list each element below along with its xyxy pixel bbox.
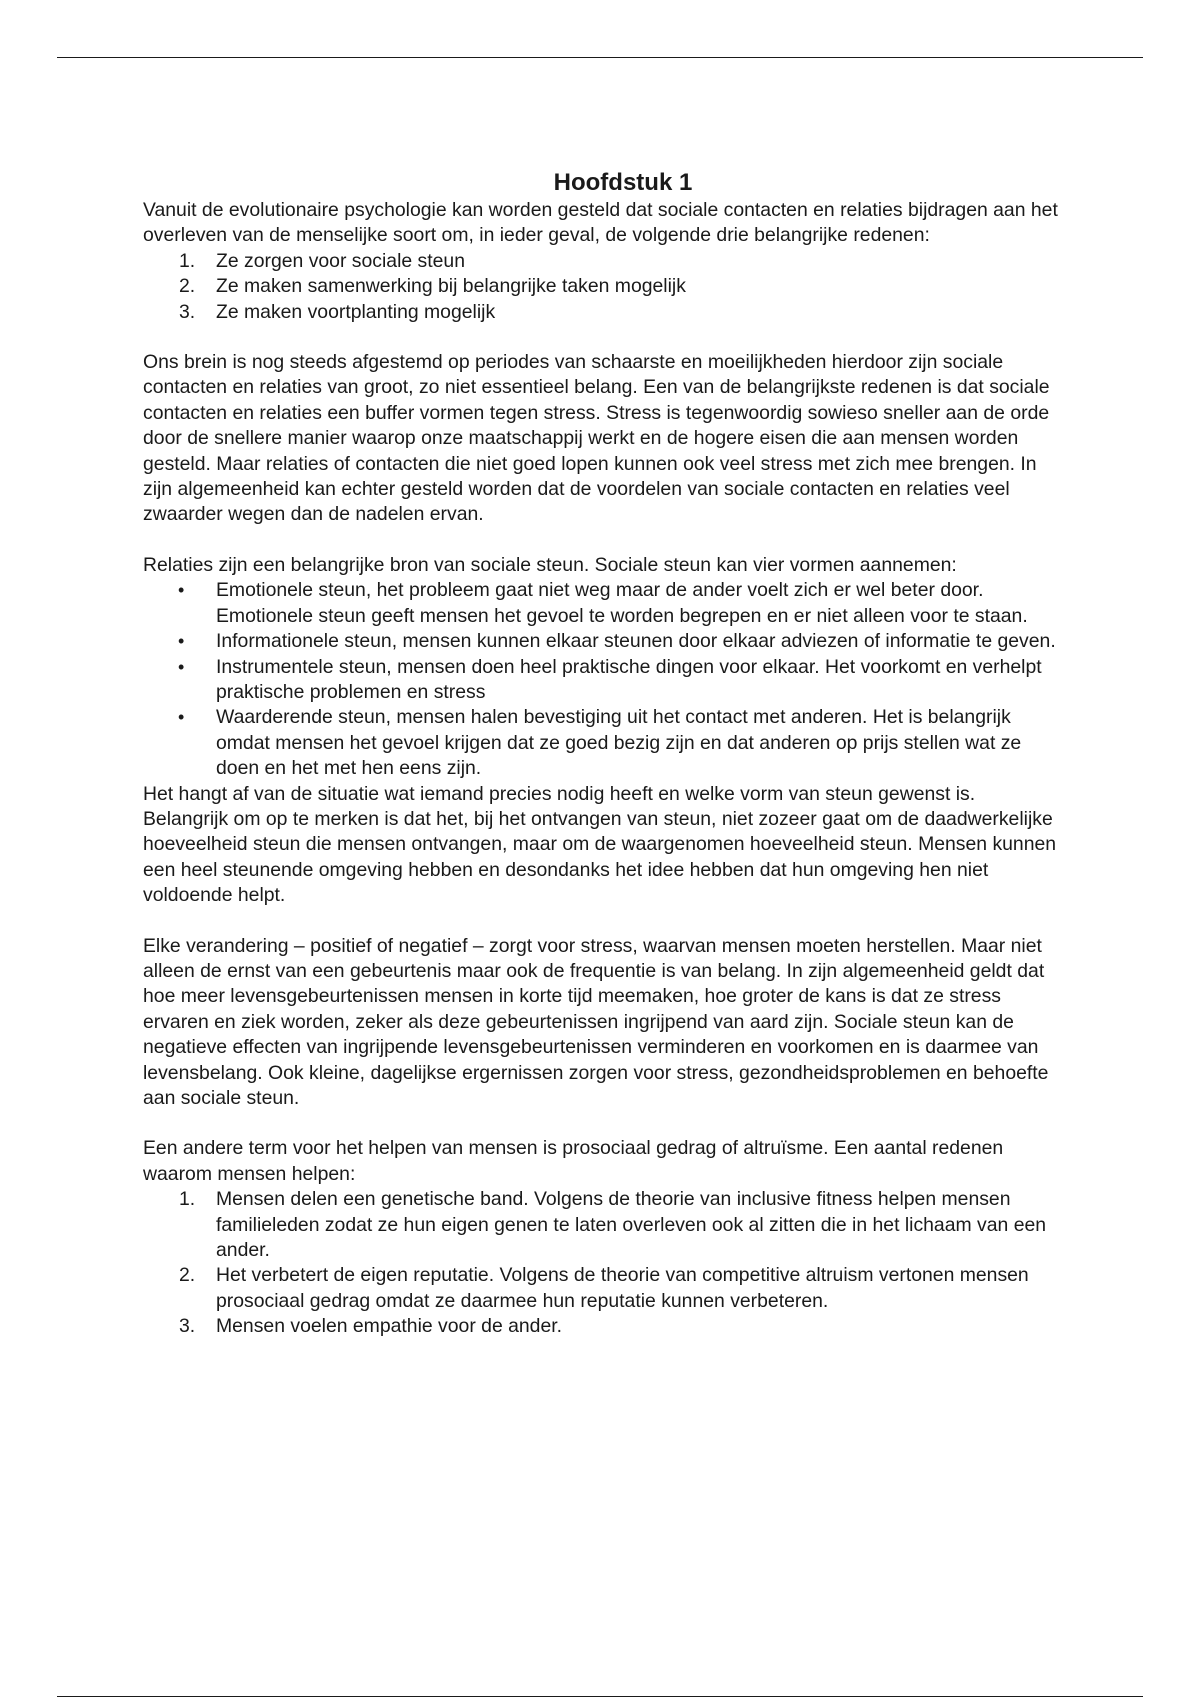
list-item-text: Waarderende steun, mensen halen bevestiging uit het contact met anderen. Het is belangrijk omdat mensen het gevoel krijgen dat ze goed bezig zijn en dat anderen op prijs stellen wat ze doen en het met hen eens zijn.: [216, 706, 1022, 780]
list-item: [143, 578, 1063, 629]
list-item-text: Informationele steun, mensen kunnen elkaar steunen door elkaar adviezen of informatie te geven.: [216, 630, 1056, 653]
footer-rule: [57, 1696, 1143, 1697]
change-paragraph: Elke verandering – positief of negatief – zorgt voor stress, waarvan mensen moeten herstellen. Maar niet alleen de ernst van een gebeurtenis maar ook de frequentie is van belang. In zijn algemeenheid geldt dat hoe meer levensgebeurtenissen mensen in korte tijd meemaken, hoe groter de kans is dat ze stress ervaren en ziek worden, zeker als deze gebeurtenissen ingrijpend van aard zijn. Sociale steun kan de negatieve effecten van ingrijpende levensgebeurtenissen verminderen en voorkomen en is daarmee van levensbelang. Ook kleine, dagelijkse ergernissen zorgen voor stress, gezondheidsproblemen en behoefte aan sociale steun.: [143, 934, 1049, 1109]
list-number: 2.: [179, 1264, 196, 1287]
list-item-text: Instrumentele steun, mensen doen heel praktische dingen voor elkaar. Het voorkomt en verhelpt praktische problemen en stress: [216, 655, 1042, 703]
header-rule: [57, 57, 1143, 58]
bullet: •: [178, 631, 185, 652]
list-number: 3.: [179, 1315, 196, 1338]
list-item-text: Ze maken voortplanting mogelijk: [216, 300, 496, 323]
list-number: 1.: [179, 1188, 196, 1211]
bullet: •: [178, 580, 185, 601]
list-number: 1.: [179, 249, 196, 272]
altruism-paragraph: Een andere term voor het helpen van mensen is prosociaal gedrag of altruïsme. Een aantal redenen waarom mensen helpen:: [143, 1137, 1004, 1185]
list-item: [143, 629, 1063, 654]
support-forms-list: [143, 578, 1063, 781]
list-item: [143, 274, 1063, 299]
reasons-list: [143, 249, 1063, 325]
list-item: [143, 705, 1063, 781]
list-item-text: Het verbetert de eigen reputatie. Volgens de theorie van competitive altruism vertonen mensen prosociaal gedrag omdat ze daarmee hun reputatie kunnen verbeteren.: [216, 1264, 1029, 1312]
list-item-text: Mensen voelen empathie voor de ander.: [216, 1315, 563, 1338]
page-title: Hoofdstuk 1: [553, 169, 693, 196]
list-item-text: Ze zorgen voor sociale steun: [216, 249, 465, 272]
bullet: •: [178, 707, 185, 728]
intro-paragraph: Vanuit de evolutionaire psychologie kan worden gesteld dat sociale contacten en relaties bijdragen aan het overleven van de menselijke soort om, in ieder geval, de volgende drie belangrijke redenen:: [143, 199, 1058, 247]
list-number: 2.: [179, 275, 196, 298]
list-item: [143, 300, 1063, 325]
list-item: [143, 655, 1063, 706]
list-item: [143, 1263, 1063, 1314]
bullet: •: [178, 656, 185, 677]
list-item-text: Emotionele steun, het probleem gaat niet weg maar de ander voelt zich er wel beter door. Emotionele steun geeft mensen het gevoel te worden begrepen en er niet alleen voor te staan.: [216, 579, 1028, 627]
list-item-text: Ze maken samenwerking bij belangrijke taken mogelijk: [216, 275, 686, 298]
support-intro-paragraph: Relaties zijn een belangrijke bron van sociale steun. Sociale steun kan vier vormen aannemen:: [143, 553, 957, 576]
situation-paragraph: Het hangt af van de situatie wat iemand precies nodig heeft en welke vorm van steun gewenst is. Belangrijk om op te merken is dat het, bij het ontvangen van steun, niet zozeer gaat om de daadwerkelijke hoeveelheid steun die mensen ontvangen, maar om de waargenomen hoeveelheid steun. Mensen kunnen een heel steunende omgeving hebben en desondanks het idee hebben dat hun omgeving hen niet voldoende helpt.: [143, 782, 1057, 907]
document-body: [143, 168, 1063, 1340]
help-reasons-list: [143, 1187, 1063, 1339]
list-number: 3.: [179, 300, 196, 323]
stress-paragraph: Ons brein is nog steeds afgestemd op periodes van schaarste en moeilijkheden hierdoor zijn sociale contacten en relaties van groot, zo niet essentieel belang. Een van de belangrijkste redenen is dat sociale contacten en relaties een buffer vormen tegen stress. Stress is tegenwoordig sowieso sneller aan de orde door de snellere manier waarop onze maatschappij werkt en de hogere eisen die aan mensen worden gesteld. Maar relaties of contacten die niet goed lopen kunnen ook veel stress met zich mee brengen. In zijn algemeenheid kan echter gesteld worden dat de voordelen van sociale contacten en relaties veel zwaarder wegen dan de nadelen ervan.: [143, 351, 1050, 526]
list-item-text: Mensen delen een genetische band. Volgens de theorie van inclusive fitness helpen mensen familieleden zodat ze hun eigen genen te laten overleven ook al zitten die in het lichaam van een ander.: [216, 1188, 1047, 1262]
list-item: [143, 1187, 1063, 1263]
list-item: [143, 1314, 1063, 1339]
list-item: [143, 249, 1063, 274]
